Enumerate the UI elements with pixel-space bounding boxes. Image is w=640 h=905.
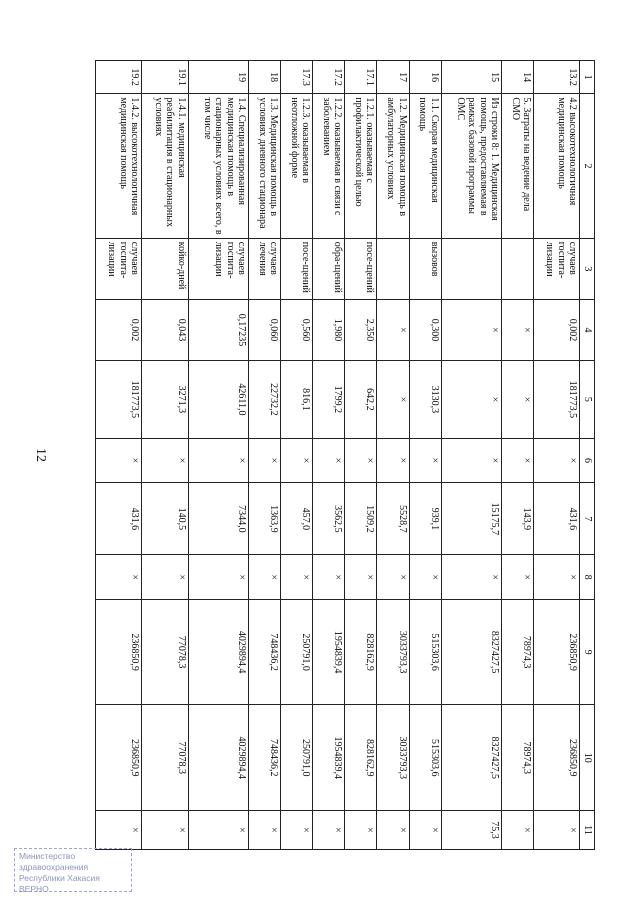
table-cell: ×: [142, 555, 188, 599]
table-row: [249, 61, 281, 850]
stamp-line: ВЕРНО: [19, 884, 49, 894]
table-cell: 816,1: [281, 361, 313, 439]
table-cell: ×: [142, 438, 188, 482]
table-cell: 828162,9: [345, 705, 377, 811]
table-cell: ×: [502, 555, 534, 599]
table-cell: случаев госпита-лизации: [96, 238, 142, 299]
table-cell: посе-щений: [281, 238, 313, 299]
table-row: [441, 61, 501, 850]
table-cell: 15175,7: [441, 483, 501, 555]
table-cell: 19: [188, 61, 248, 94]
table-cell: 19.2: [96, 61, 142, 94]
table-row: [409, 61, 441, 850]
table-cell: [377, 238, 409, 299]
table-cell: 0,300: [409, 299, 441, 360]
column-header: 9: [580, 599, 595, 705]
table-cell: 748436,2: [249, 599, 281, 705]
table-cell: случаев госпита-лизации: [188, 238, 248, 299]
table-cell: 14: [502, 61, 534, 94]
table-cell: 1.2.3. оказываемая в неотложной форме: [281, 94, 313, 238]
approval-stamp: [14, 848, 132, 892]
table-cell: 17.2: [313, 61, 345, 94]
table-cell: ×: [96, 555, 142, 599]
table-cell: 4029894,4: [188, 599, 248, 705]
column-header: 10: [580, 705, 595, 811]
table-cell: ×: [281, 438, 313, 482]
table-cell: ×: [345, 811, 377, 850]
table-cell: 17.3: [281, 61, 313, 94]
table-cell: ×: [281, 555, 313, 599]
column-header: 6: [580, 438, 595, 482]
table-cell: 15: [441, 61, 501, 94]
table-cell: ×: [534, 811, 580, 850]
table-cell: 939,1: [409, 483, 441, 555]
table-cell: ×: [249, 811, 281, 850]
table-cell: ×: [377, 361, 409, 439]
table-cell: 1954839,4: [313, 599, 345, 705]
table-cell: 17.1: [345, 61, 377, 94]
table-cell: 0,17235: [188, 299, 248, 360]
table-cell: [441, 238, 501, 299]
table-cell: 8327427,5: [441, 599, 501, 705]
table-cell: 236850,9: [96, 705, 142, 811]
table-cell: ×: [377, 811, 409, 850]
table-cell: 1.1. Скорая медицинская помощь: [409, 94, 441, 238]
table-cell: ×: [409, 555, 441, 599]
table-cell: ×: [502, 438, 534, 482]
stamp-line: Министерство здравоохранения: [19, 851, 89, 872]
table-cell: 1.4.2. высокотехнологичная медицинская помощь: [96, 94, 142, 238]
table-cell: 18: [249, 61, 281, 94]
table-cell: 78974,3: [502, 599, 534, 705]
table-cell: 181773,5: [534, 361, 580, 439]
table-cell: 250791,0: [281, 705, 313, 811]
table-cell: 236850,9: [96, 599, 142, 705]
table-cell: 457,0: [281, 483, 313, 555]
table-cell: 75,3: [441, 811, 501, 850]
table-cell: ×: [534, 438, 580, 482]
table-cell: 78974,3: [502, 705, 534, 811]
table-cell: 42611,0: [188, 361, 248, 439]
table-cell: 1954839,4: [313, 705, 345, 811]
table-cell: 250791,0: [281, 599, 313, 705]
table-cell: Из строки 8: 1. Медицинская помощь, предоставляемая в рамках базовой программы ОМС: [441, 94, 501, 238]
table-cell: ×: [409, 438, 441, 482]
stamp-line: Республики Хакасия: [19, 873, 100, 883]
table-cell: 748436,2: [249, 705, 281, 811]
table-cell: ×: [502, 299, 534, 360]
table-cell: 13.2: [534, 61, 580, 94]
table-cell: 3033793,3: [377, 705, 409, 811]
table-cell: 1.2.1. оказываемая с профилактической целью: [345, 94, 377, 238]
table-cell: 1363,9: [249, 483, 281, 555]
table-cell: ×: [313, 555, 345, 599]
table-cell: 3130,3: [409, 361, 441, 439]
table-cell: 0,002: [96, 299, 142, 360]
table-cell: ×: [502, 811, 534, 850]
table-cell: 77078,3: [142, 599, 188, 705]
table-cell: 828162,9: [345, 599, 377, 705]
table-cell: ×: [96, 438, 142, 482]
table-cell: 1.3. Медицинская помощь в условиях дневного стационара: [249, 94, 281, 238]
column-header: 7: [580, 483, 595, 555]
table-cell: 5. Затраты на ведение дела СМО: [502, 94, 534, 238]
table-cell: ×: [377, 299, 409, 360]
table-cell: ×: [281, 811, 313, 850]
table-cell: 0,002: [534, 299, 580, 360]
table-cell: вызовов: [409, 238, 441, 299]
table-cell: ×: [249, 438, 281, 482]
column-header: 4: [580, 299, 595, 360]
table-cell: 431,6: [534, 483, 580, 555]
column-header: 3: [580, 238, 595, 299]
table-cell: ×: [96, 811, 142, 850]
table-cell: ×: [441, 361, 501, 439]
column-header: 11: [580, 811, 595, 850]
table-row: [142, 61, 188, 850]
table-cell: ×: [313, 811, 345, 850]
table-cell: 3562,5: [313, 483, 345, 555]
table-cell: ×: [142, 811, 188, 850]
table-cell: ×: [377, 555, 409, 599]
table-cell: случаев лечения: [249, 238, 281, 299]
table-cell: 0,043: [142, 299, 188, 360]
column-header: 5: [580, 361, 595, 439]
table-cell: 1,980: [313, 299, 345, 360]
table-cell: 2,350: [345, 299, 377, 360]
table-cell: посе-щений: [345, 238, 377, 299]
table-cell: 181773,5: [96, 361, 142, 439]
table-cell: ×: [249, 555, 281, 599]
table-cell: ×: [441, 438, 501, 482]
table-row: [313, 61, 345, 850]
table-cell: 19.1: [142, 61, 188, 94]
table-cell: [502, 238, 534, 299]
table-cell: случаев госпита-лизации: [534, 238, 580, 299]
table-row: [281, 61, 313, 850]
table-cell: 3033793,3: [377, 599, 409, 705]
table-row: [534, 61, 580, 850]
table-cell: ×: [441, 299, 501, 360]
table-cell: 77078,3: [142, 705, 188, 811]
table-cell: койко-дней: [142, 238, 188, 299]
data-table: [95, 60, 595, 850]
table-cell: 140,5: [142, 483, 188, 555]
table-cell: 3271,3: [142, 361, 188, 439]
table-row: [345, 61, 377, 850]
table-cell: 4029894,4: [188, 705, 248, 811]
table-cell: 0,560: [281, 299, 313, 360]
table-cell: 1.4. Специализированная медицинская помощь в стационарных условиях всего, в том числе: [188, 94, 248, 238]
table-cell: ×: [377, 438, 409, 482]
table-cell: обра-щений: [313, 238, 345, 299]
table-cell: 8327427,5: [441, 705, 501, 811]
table-cell: 431,6: [96, 483, 142, 555]
table-cell: ×: [188, 811, 248, 850]
table-cell: 642,2: [345, 361, 377, 439]
table-cell: 5528,7: [377, 483, 409, 555]
table-cell: ×: [345, 438, 377, 482]
column-header: 1: [580, 61, 595, 94]
table-cell: 22732,2: [249, 361, 281, 439]
column-header: 2: [580, 94, 595, 238]
table-cell: ×: [502, 361, 534, 439]
table-cell: 515303,6: [409, 599, 441, 705]
column-header: 8: [580, 555, 595, 599]
table-cell: ×: [188, 438, 248, 482]
table-cell: 236850,9: [534, 599, 580, 705]
table-row: [96, 61, 142, 850]
table-cell: ×: [441, 555, 501, 599]
table-cell: 1.4.1. медицинская реабилитация в стационарных условиях: [142, 94, 188, 238]
table-cell: ×: [409, 811, 441, 850]
table-cell: 0,060: [249, 299, 281, 360]
table-body: [96, 61, 581, 850]
table-cell: 1509,2: [345, 483, 377, 555]
table-header-row: [580, 61, 595, 850]
table-cell: ×: [345, 555, 377, 599]
table-row: [188, 61, 248, 850]
table-cell: 7344,0: [188, 483, 248, 555]
table-cell: ×: [534, 555, 580, 599]
table-cell: ×: [313, 438, 345, 482]
table-cell: 1.2.2. оказываемая в связи с заболеванием: [313, 94, 345, 238]
table-cell: 4.2 высокотехнологичная медицинская помощь: [534, 94, 580, 238]
page-number: 12: [33, 448, 48, 462]
table-cell: 236850,9: [534, 705, 580, 811]
table-cell: 17: [377, 61, 409, 94]
table-row: [377, 61, 409, 850]
table-cell: 1799,2: [313, 361, 345, 439]
table-cell: 515303,6: [409, 705, 441, 811]
table-row: [502, 61, 534, 850]
table-cell: ×: [188, 555, 248, 599]
table-cell: 143,9: [502, 483, 534, 555]
rotated-table-container: [95, 60, 595, 850]
table-cell: 16: [409, 61, 441, 94]
table-cell: 1.2. Медицинская помощь в амбулаторных условиях: [377, 94, 409, 238]
